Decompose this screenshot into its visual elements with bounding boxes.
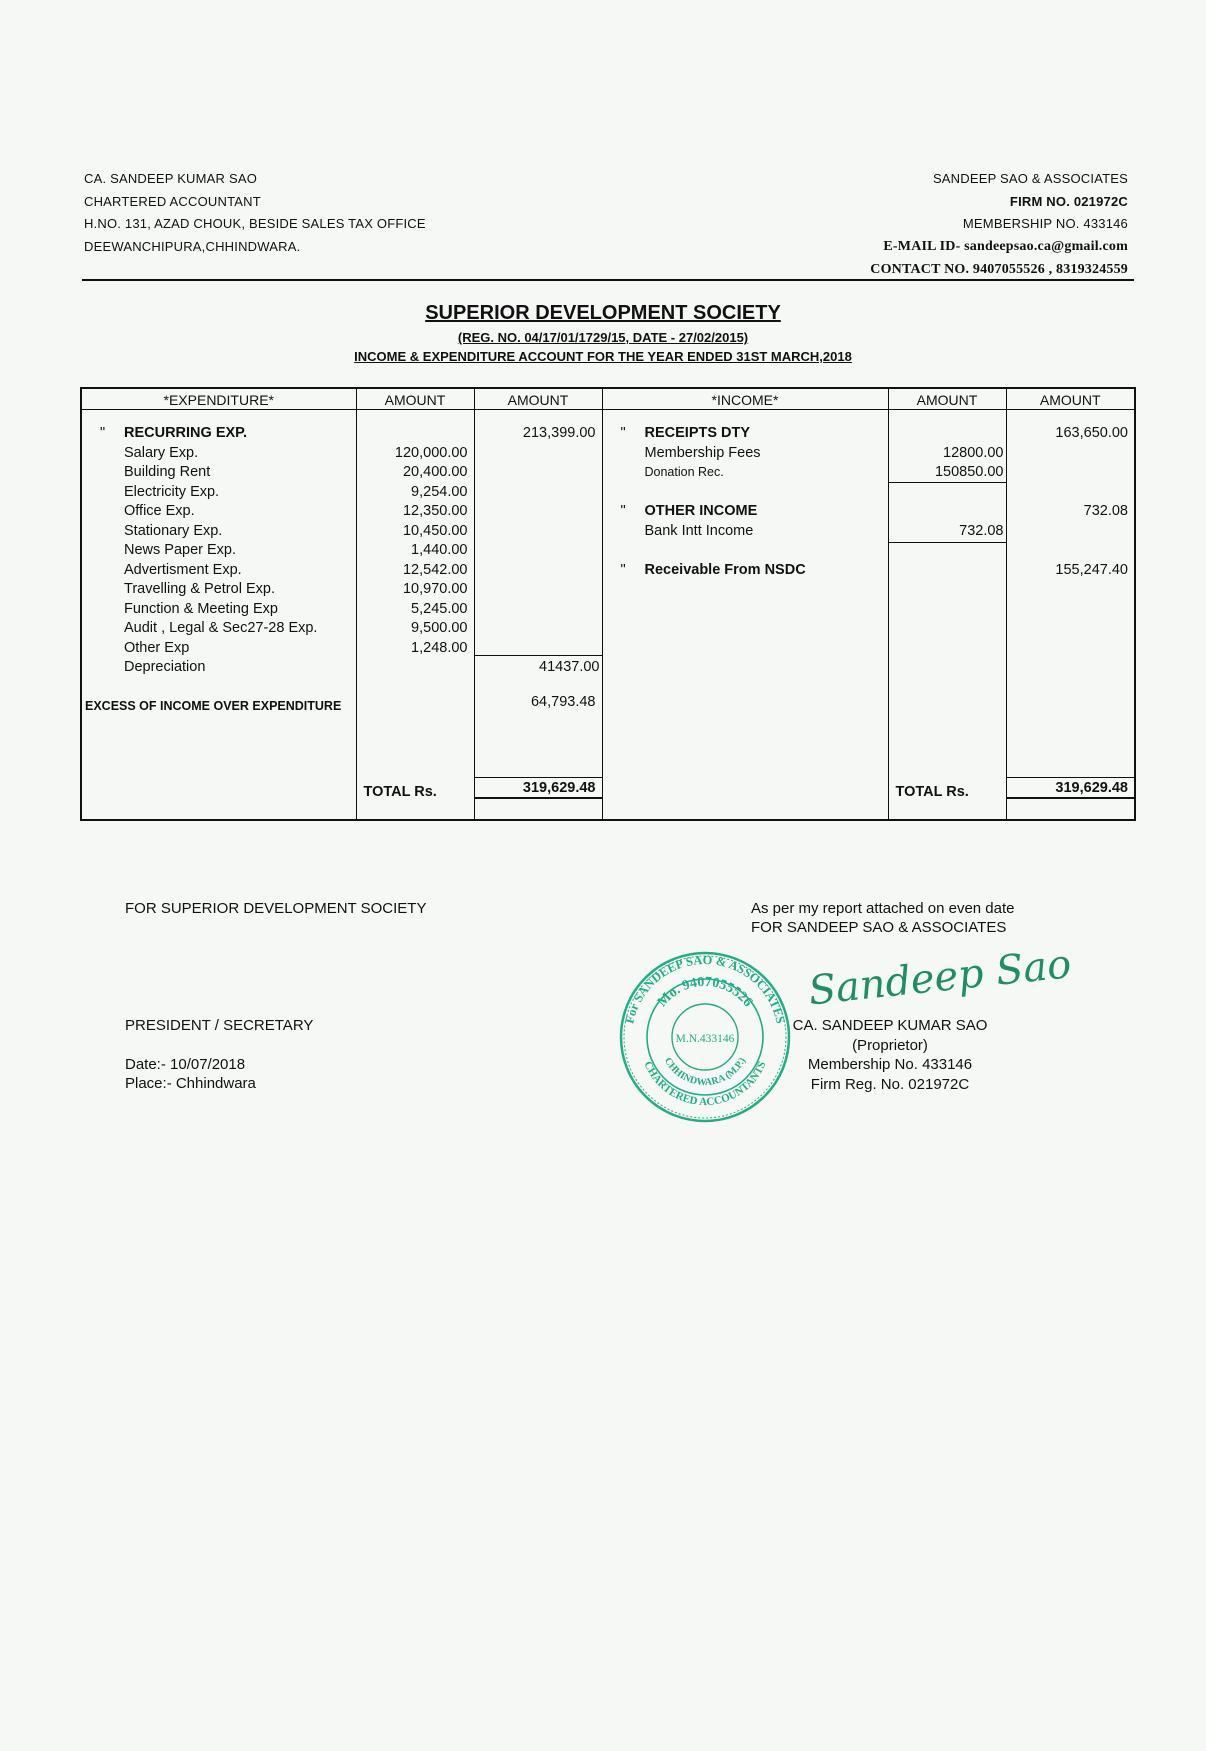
accountant-designation: CHARTERED ACCOUNTANT [84, 193, 261, 209]
email: E-MAIL ID- sandeepsao.ca@gmail.com [883, 239, 1128, 255]
amount-header: AMOUNT [1006, 388, 1135, 410]
expenditure-header: *EXPENDITURE* [81, 388, 356, 410]
president-secretary: PRESIDENT / SECRETARY [125, 1017, 314, 1034]
membership-fees-label: Membership Fees [644, 444, 761, 461]
ditto-mark: " [100, 425, 106, 441]
receivable-nsdc-total: 155,247.40 [1055, 561, 1128, 578]
receivable-nsdc-label: Receivable From NSDC [644, 561, 806, 578]
expense-label: Stationary Exp. [124, 522, 223, 539]
bank-interest-amount: 732.08 [959, 522, 1004, 539]
footer-date: Date:- 10/07/2018 [125, 1056, 246, 1073]
total-rule-top [475, 777, 602, 778]
expense-label: Salary Exp. [124, 444, 199, 461]
signature [800, 940, 1074, 1018]
expense-amount: 12,350.00 [402, 503, 468, 519]
expenditure-particulars [82, 410, 356, 775]
income-amount-column [889, 410, 1006, 775]
society-title: SUPERIOR DEVELOPMENT SOCIETY [425, 302, 781, 324]
other-income-label: OTHER INCOME [644, 503, 758, 519]
expense-amount: 10,450.00 [402, 522, 468, 539]
for-society-line: FOR SUPERIOR DEVELOPMENT SOCIETY [125, 900, 427, 917]
expenditure-total-column [475, 410, 602, 775]
excess-income-amount: 64,793.48 [530, 694, 596, 710]
header-divider [82, 279, 1134, 281]
expense-amount: 10,970.00 [402, 581, 468, 597]
svg-text:CHHINDWARA (M.P.) [662, 1056, 748, 1088]
total-double-rule [475, 797, 602, 799]
accountant-details [84, 168, 426, 259]
recurring-exp-total: 213,399.00 [522, 425, 596, 441]
expense-amount: 120,000.00 [394, 444, 468, 461]
expense-amount: 1,440.00 [411, 542, 468, 558]
firm-number: FIRM NO. 021972C [1009, 193, 1128, 209]
signatory-membership: Membership No. 433146 [807, 1056, 973, 1073]
bank-interest-label: Bank Intt Income [644, 522, 754, 539]
firm-name: SANDEEP SAO & ASSOCIATES [932, 171, 1128, 186]
expense-label: Travelling & Petrol Exp. [124, 581, 275, 597]
expense-label: Audit , Legal & Sec27-28 Exp. [124, 620, 318, 636]
expense-label: Building Rent [124, 464, 211, 480]
registration-line: (REG. NO. 04/17/01/1729/15, DATE - 27/02/2015) [457, 330, 749, 345]
expense-amount: 1,248.00 [411, 639, 468, 656]
expenditure-total-label: TOTAL Rs. [363, 784, 437, 800]
expense-amount: 9,254.00 [411, 483, 468, 500]
ditto-mark: " [620, 561, 626, 578]
expenditure-amount-column [357, 410, 474, 775]
stamp-ca-text: CHARTERED ACCOUNTANTS [641, 1059, 769, 1109]
income-total-label: TOTAL Rs. [895, 784, 969, 800]
contact-number: CONTACT NO. 9407055526 , 8319324559 [870, 261, 1128, 277]
total-rule-top [1007, 777, 1135, 778]
expense-amount: 20,400.00 [402, 464, 468, 480]
amount-header: AMOUNT [474, 388, 602, 410]
receipts-dty-label: RECEIPTS DTY [644, 425, 751, 441]
firm-details [870, 168, 1128, 282]
expense-label: News Paper Exp. [124, 542, 237, 558]
ditto-mark: " [620, 425, 626, 441]
footer-place: Place:- Chhindwara [125, 1075, 256, 1092]
accountant-name: CA. SANDEEP KUMAR SAO [84, 171, 258, 186]
firm-stamp [618, 950, 792, 1124]
table-total-row [81, 775, 1135, 820]
expense-amount: 5,245.00 [411, 600, 468, 617]
income-total-amount: 319,629.48 [1055, 780, 1128, 796]
income-header: *INCOME* [602, 388, 888, 410]
accountant-address-line2: DEEWANCHIPURA,CHHINDWARA. [84, 239, 301, 255]
depreciation-amount: 41437.00 [539, 659, 600, 675]
income-particulars [603, 410, 888, 775]
report-line: As per my report attached on even date [751, 900, 1015, 917]
signature-text: Sandeep Sao [806, 941, 1074, 1015]
membership-number: MEMBERSHIP NO. 433146 [962, 216, 1128, 232]
expense-label: Office Exp. [124, 503, 195, 519]
ditto-mark: " [620, 503, 626, 519]
expense-amount: 12,542.00 [402, 561, 468, 578]
stamp-mobile-text: Mo. 9407055526 [654, 974, 756, 1010]
expense-label: Function & Meeting Exp [124, 600, 278, 617]
expense-label: Electricity Exp. [124, 483, 220, 500]
for-firm-line: FOR SANDEEP SAO & ASSOCIATES [751, 919, 1007, 936]
table-body-row [81, 410, 1135, 776]
depreciation-rule [475, 655, 602, 656]
accountant-address-line1: H.NO. 131, AZAD CHOUK, BESIDE SALES TAX OFFICE [84, 216, 426, 232]
excess-income-label: EXCESS OF INCOME OVER EXPENDITURE [85, 699, 342, 713]
total-double-rule [1007, 797, 1135, 799]
expense-label: Other Exp [124, 639, 190, 656]
stamp-membership-text: M.N.433146 [675, 1033, 735, 1045]
amount-header: AMOUNT [888, 388, 1006, 410]
receipts-dty-total: 163,650.00 [1055, 425, 1128, 441]
account-title: INCOME & EXPENDITURE ACCOUNT FOR THE YEAR ENDED 31ST MARCH,2018 [354, 349, 852, 364]
donation-amount: 150850.00 [934, 464, 1004, 480]
membership-fees-amount: 12800.00 [943, 444, 1004, 461]
amount-header: AMOUNT [356, 388, 474, 410]
income-expenditure-table [80, 387, 1136, 821]
stamp-city-text: CHHINDWARA (M.P.) [661, 1055, 749, 1089]
other-income-total: 732.08 [1083, 503, 1128, 519]
donation-label: Donation Rec. [644, 465, 724, 479]
income-total-column [1007, 410, 1135, 775]
signatory-firm-reg: Firm Reg. No. 021972C [810, 1075, 970, 1093]
signatory-name: CA. SANDEEP KUMAR SAO [792, 1017, 988, 1034]
signatory-role: (Proprietor) [852, 1036, 928, 1054]
depreciation-label: Depreciation [124, 659, 206, 675]
signatory-block [770, 1016, 1010, 1094]
expense-amount: 9,500.00 [411, 620, 468, 636]
svg-text:Mo. 9407055526 [655, 975, 755, 1010]
stamp-firm-text: For SANDEEP SAO & ASSOCIATES [622, 952, 788, 1025]
other-income-rule [889, 542, 1006, 543]
table-header-row [81, 388, 1135, 410]
expense-label: Advertisment Exp. [124, 561, 242, 578]
receipts-rule [889, 482, 1006, 483]
expenditure-total-amount: 319,629.48 [522, 780, 596, 796]
recurring-exp-label: RECURRING EXP. [124, 425, 248, 441]
